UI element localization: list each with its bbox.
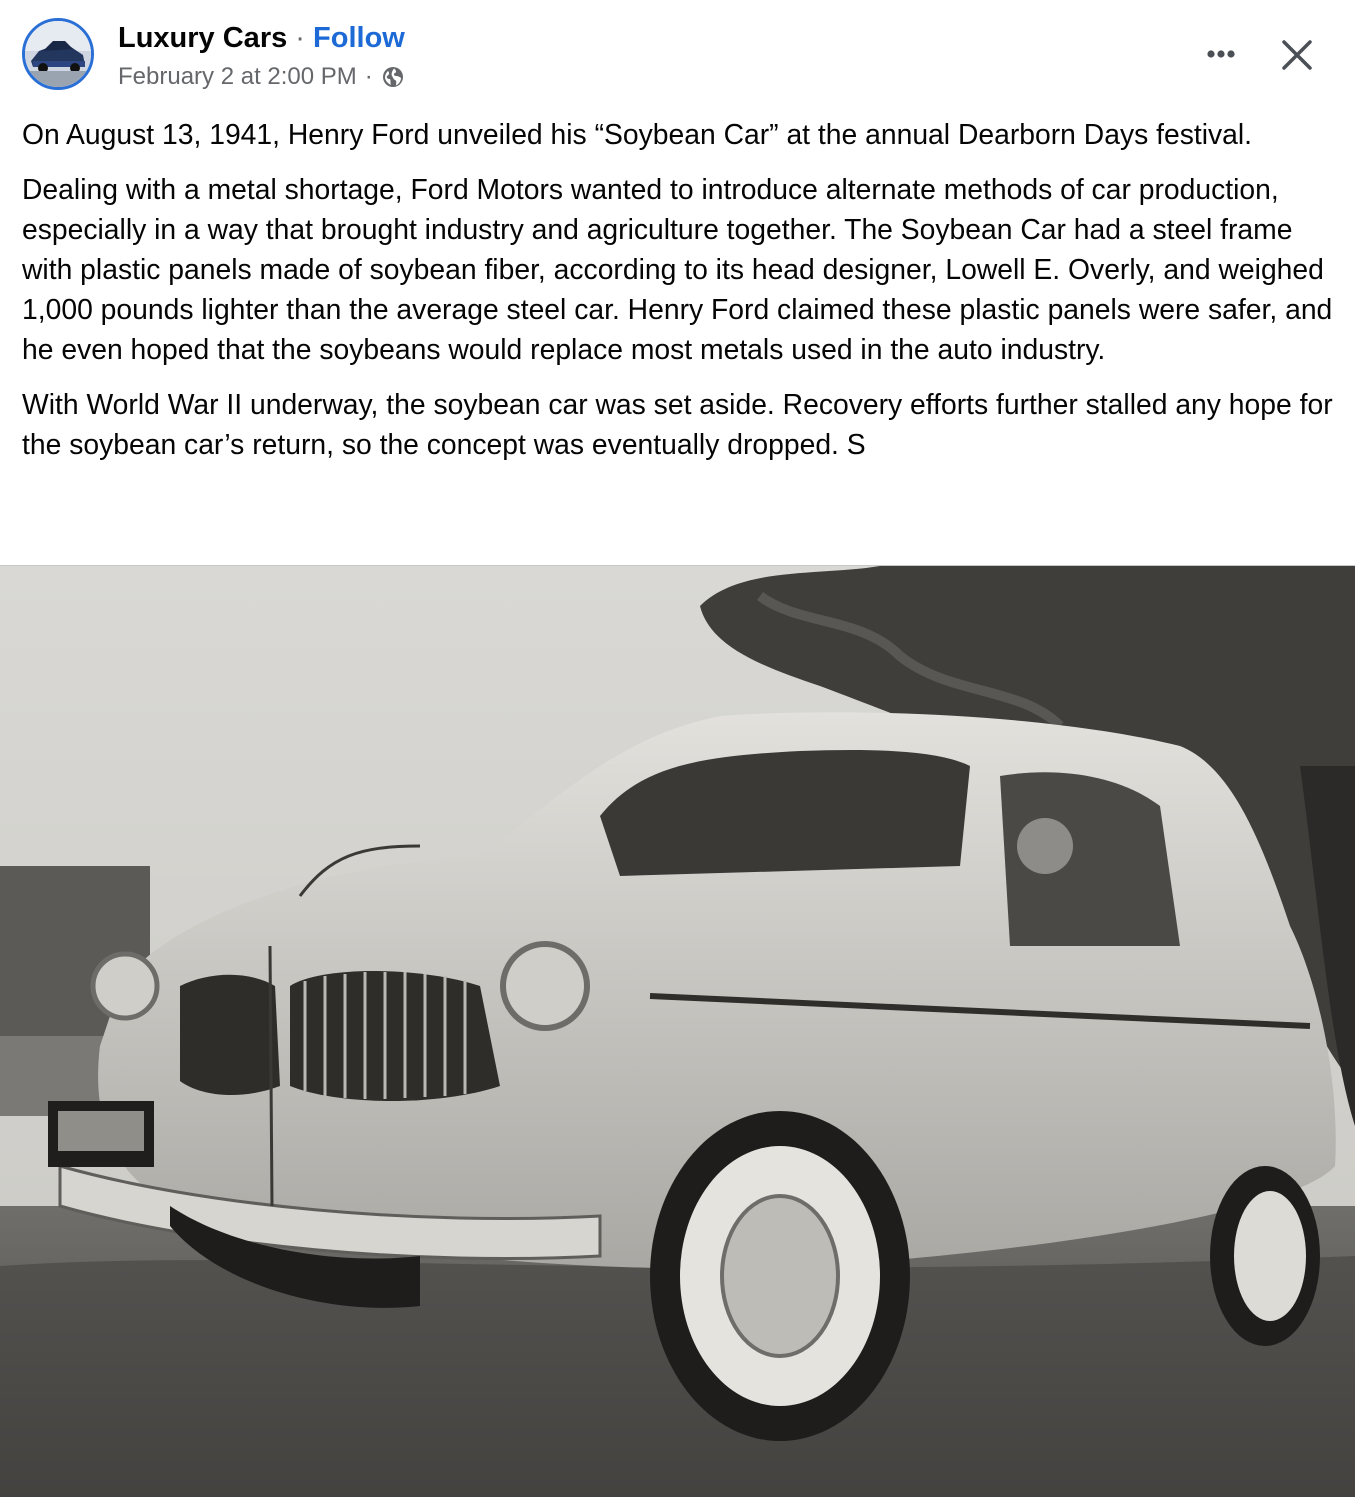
close-icon xyxy=(1274,32,1320,78)
more-options-icon xyxy=(1196,36,1246,72)
more-options-button[interactable] xyxy=(1196,36,1246,72)
avatar-car-image xyxy=(25,21,91,87)
post-paragraph-3: With World War II underway, the soybean car was set aside. Recovery efforts further stalled any hope for the soybean car’s return, so the concept was eventually dropped. S xyxy=(22,388,1333,460)
post-paragraph-2: Dealing with a metal shortage, Ford Motors wanted to introduce alternate methods of car production, especially in a way that brought industry and agriculture together. The Soybean Car had a steel frame with plastic panels made of soybean fiber, according to its head designer, Lowell E. Overly, and weighed 1,000 pounds lighter than the average steel car. Henry Ford claimed these plastic panels were safer, and he even hoped that the soybeans would replace most metals used in the auto industry. xyxy=(22,173,1333,365)
globe-icon[interactable] xyxy=(381,65,405,89)
close-button[interactable] xyxy=(1274,32,1320,78)
follow-button[interactable]: Follow xyxy=(313,22,405,54)
page-name-link[interactable]: Luxury Cars xyxy=(118,22,288,54)
post-timestamp[interactable]: February 2 at 2:00 PM xyxy=(118,63,357,90)
author-line xyxy=(118,20,405,56)
post-body xyxy=(22,114,1340,479)
post-header xyxy=(0,0,1355,110)
post-photo[interactable] xyxy=(0,565,1355,1497)
page-avatar[interactable] xyxy=(22,18,94,90)
meta-separator: · xyxy=(364,63,373,90)
name-separator: · xyxy=(295,22,305,54)
soybean-car-photo xyxy=(0,566,1355,1497)
post-meta xyxy=(118,62,405,92)
post-paragraph-1: On August 13, 1941, Henry Ford unveiled his “Soybean Car” at the annual Dearborn Days festival. xyxy=(22,118,1253,150)
